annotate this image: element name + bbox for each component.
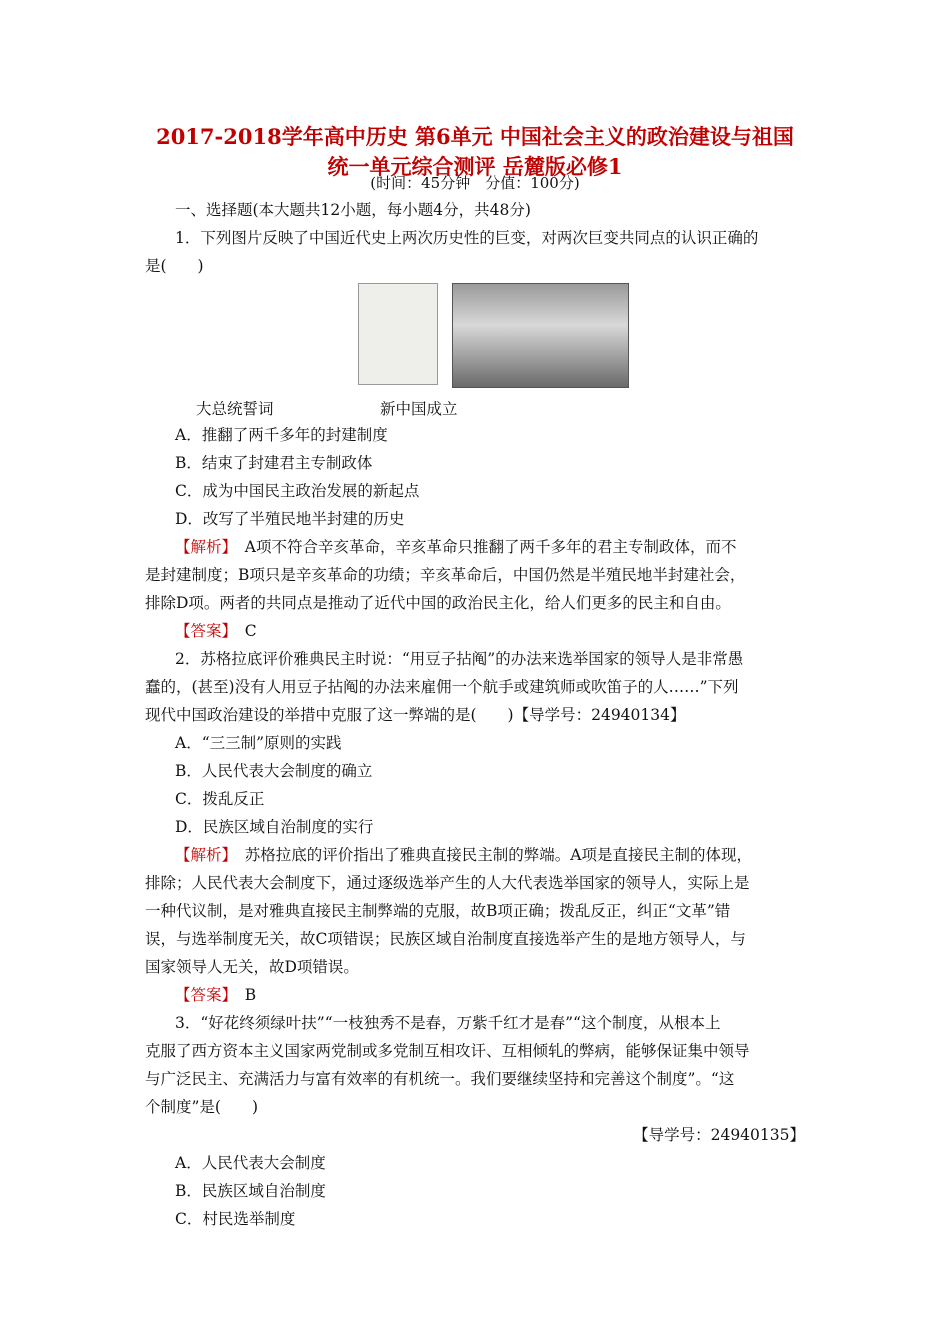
q2-option-c: C．拨乱反正 [175, 790, 265, 808]
q2-stem-3: 现代中国政治建设的举措中克服了这一弊端的是( )【导学号：24940134】 [145, 706, 686, 724]
q3-option-b: B．民族区域自治制度 [175, 1182, 326, 1200]
q3-option-c: C．村民选举制度 [175, 1210, 296, 1228]
q2-analysis-4: 误，与选举制度无关，故C项错误；民族区域自治制度直接选举产生的是地方领导人，与 [145, 930, 746, 948]
q2-stem-2: 蠢的，(甚至)没有人用豆子拈阄的办法来雇佣一个航手或建筑师或吹笛子的人……”下列 [145, 678, 739, 696]
q3-stem-2: 克服了西方资本主义国家两党制或多党制互相攻讦、互相倾轧的弊病，能够保证集中领导 [145, 1042, 750, 1060]
q3-guide-number: 【导学号：24940135】 [633, 1126, 805, 1144]
q1-analysis-1: 【解析】 A项不符合辛亥革命，辛亥革命只推翻了两千多年的君主专制政体，而不 [175, 538, 737, 556]
q1-option-c: C．成为中国民主政治发展的新起点 [175, 482, 420, 500]
section-heading: 一、选择题(本大题共12小题，每小题4分，共48分) [175, 201, 531, 219]
q1-stem-2: 是( ) [145, 257, 204, 275]
q1-option-a: A．推翻了两千多年的封建制度 [175, 426, 388, 444]
q3-stem-3: 与广泛民主、充满活力与富有效率的有机统一。我们要继续坚持和完善这个制度”。“这 [145, 1070, 735, 1088]
q3-option-a: A．人民代表大会制度 [175, 1154, 326, 1172]
q1-answer: 【答案】 C [175, 622, 257, 640]
q1-stem-1: 1．下列图片反映了中国近代史上两次历史性的巨变，对两次巨变共同点的认识正确的 [175, 229, 759, 247]
answer-label: 【答案】 [175, 986, 230, 1004]
q2-option-a: A．“三三制”原则的实践 [175, 734, 342, 752]
oath-document-image [358, 283, 438, 385]
q2-analysis-5: 国家领导人无关，故D项错误。 [145, 958, 359, 976]
analysis-label: 【解析】 [175, 538, 230, 556]
q1-option-b: B．结束了封建君主专制政体 [175, 454, 373, 472]
q2-analysis-1: 【解析】 苏格拉底的评价指出了雅典直接民主制的弊端。A项是直接民主制的体现， [175, 846, 752, 864]
q3-stem-4: 个制度”是( ) [145, 1098, 259, 1116]
q2-analysis-3: 一种代议制，是对雅典直接民主制弊端的克服，故B项正确；拨乱反正，纠正“文革”错 [145, 902, 731, 920]
q2-answer: 【答案】 B [175, 986, 257, 1004]
exam-info: (时间：45分钟 分值：100分) [370, 174, 580, 192]
q1-analysis-3: 排除D项。两者的共同点是推动了近代中国的政治民主化，给人们更多的民主和自由。 [145, 594, 731, 612]
analysis-label: 【解析】 [175, 846, 230, 864]
figure-caption-1: 大总统誓词 [196, 400, 274, 418]
q1-option-d: D．改写了半殖民地半封建的历史 [175, 510, 405, 528]
answer-label: 【答案】 [175, 622, 230, 640]
new-china-founding-photo [452, 283, 629, 388]
q3-stem-1: 3．“好花终须绿叶扶”“一枝独秀不是春，万紫千红才是春”“这个制度，从根本上 [175, 1014, 721, 1032]
q1-analysis-2: 是封建制度；B项只是辛亥革命的功绩；辛亥革命后，中国仍然是半殖民地半封建社会， [145, 566, 746, 584]
q2-analysis-2: 排除；人民代表大会制度下，通过逐级选举产生的人大代表选举国家的领导人，实际上是 [145, 874, 750, 892]
q2-stem-1: 2．苏格拉底评价雅典民主时说：“用豆子拈阄”的办法来选举国家的领导人是非常愚 [175, 650, 744, 668]
title-line-2: 统一单元综合测评 岳麓版必修1 [327, 154, 623, 179]
q2-option-d: D．民族区域自治制度的实行 [175, 818, 374, 836]
figure-caption-2: 新中国成立 [380, 400, 458, 418]
title-line-1: 2017-2018学年高中历史 第6单元 中国社会主义的政治建设与祖国 [156, 124, 794, 149]
q2-option-b: B．人民代表大会制度的确立 [175, 762, 373, 780]
